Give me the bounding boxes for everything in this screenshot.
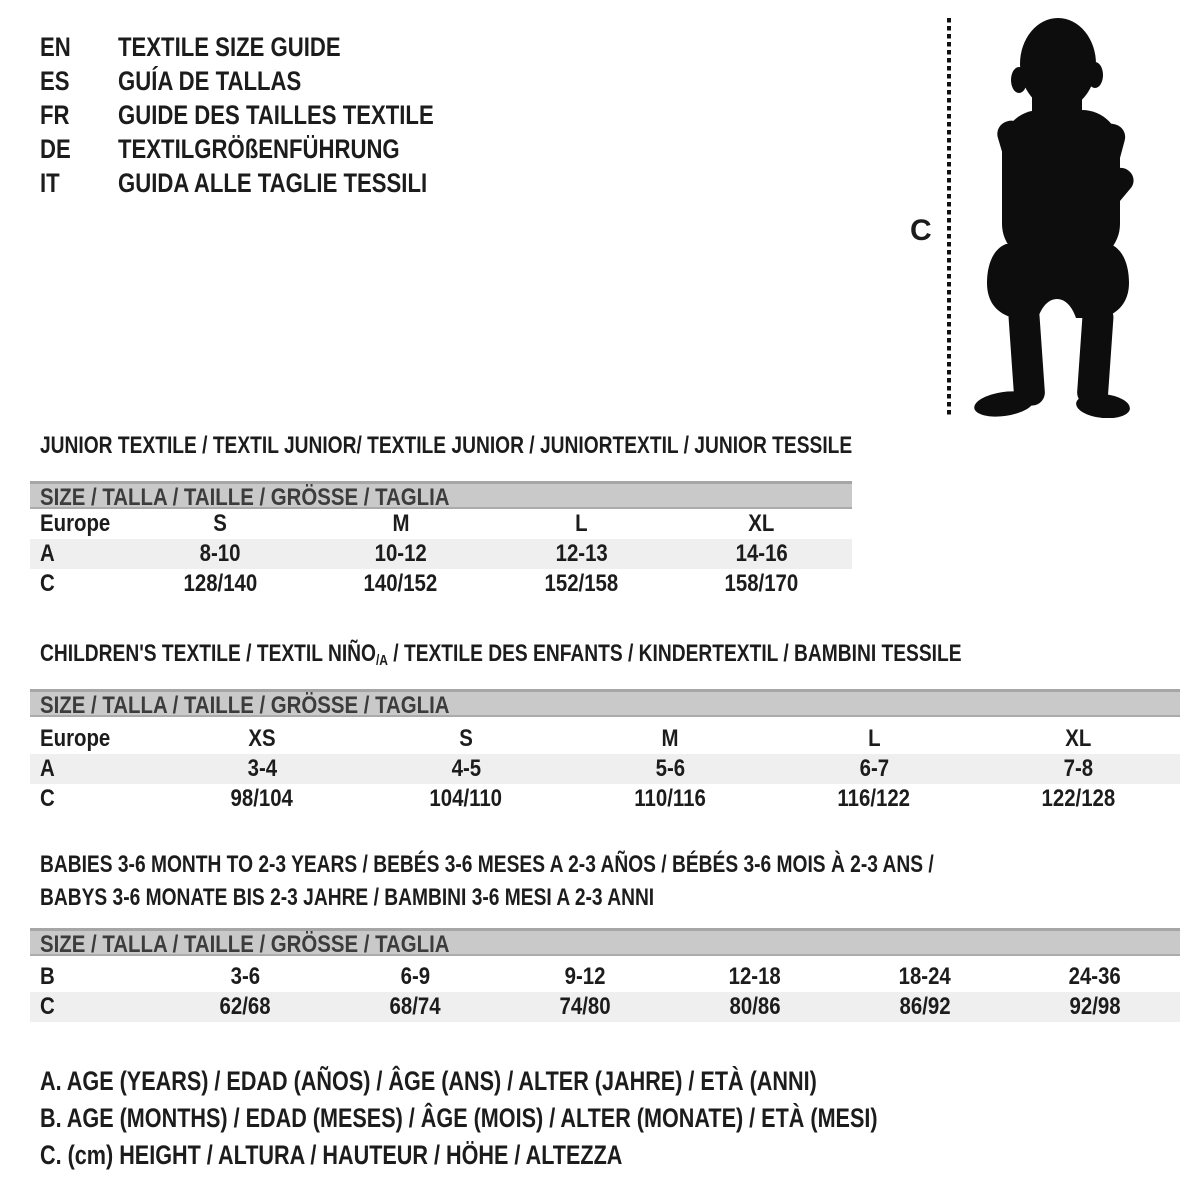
size-cell: S — [213, 510, 228, 537]
lang-code: DE — [40, 133, 71, 164]
height-cell: 104/110 — [429, 785, 503, 812]
height-cell: 110/116 — [634, 785, 706, 812]
height-measure-dashed-line — [947, 18, 951, 416]
height-cell: 62/68 — [219, 993, 271, 1020]
age-cell: 18-24 — [898, 963, 952, 990]
table-row — [30, 754, 1180, 784]
table-row — [30, 784, 1180, 814]
babies-size-table — [30, 962, 1180, 1022]
height-cell: 122/128 — [1041, 785, 1115, 812]
row-label: C — [40, 570, 55, 597]
lang-row-es — [40, 64, 503, 98]
size-cell: S — [459, 725, 473, 752]
age-cell: 9-12 — [564, 963, 606, 990]
height-cell: 86/92 — [899, 993, 951, 1020]
lang-row-it — [40, 166, 503, 200]
children-size-table — [30, 724, 1180, 814]
legend-line-c: C. (cm) HEIGHT / ALTURA / HAUTEUR / HÖHE / ALTEZZA — [40, 1140, 623, 1170]
height-cell: 152/158 — [544, 570, 619, 597]
height-cell: 74/80 — [559, 993, 611, 1020]
age-cell: 6-9 — [400, 963, 430, 990]
lang-code: FR — [40, 99, 70, 130]
table-row — [30, 724, 1180, 754]
children-size-header-bar — [30, 689, 1180, 717]
lang-code: ES — [40, 65, 70, 96]
size-header-text: SIZE / TALLA / TAILLE / GRÖSSE / TAGLIA — [40, 692, 450, 719]
age-cell: 4-5 — [451, 755, 481, 782]
toddler-silhouette-icon — [966, 16, 1136, 418]
babies-title-line2: BABYS 3-6 MONATE BIS 2-3 JAHRE / BAMBINI 3-6 MESI A 2-3 ANNI — [40, 884, 655, 911]
table-row — [30, 509, 852, 539]
babies-title-line1: BABIES 3-6 MONTH TO 2-3 YEARS / BEBÉS 3-6 MESES A 2-3 AÑOS / BÉBÉS 3-6 MOIS À 2-3 ANS / — [40, 851, 934, 878]
height-cell: 68/74 — [389, 993, 441, 1020]
height-cell: 80/86 — [729, 993, 781, 1020]
lang-title: GUIDA ALLE TAGLIE TESSILI — [118, 167, 428, 198]
table-row — [30, 962, 1180, 992]
lang-row-fr — [40, 98, 503, 132]
height-cell: 92/98 — [1069, 993, 1121, 1020]
lang-code: IT — [40, 167, 60, 198]
babies-size-header-bar — [30, 928, 1180, 956]
junior-section-title — [40, 434, 1055, 458]
age-cell: 12-18 — [728, 963, 782, 990]
age-cell: 7-8 — [1063, 755, 1093, 782]
row-label: A — [40, 755, 55, 782]
lang-row-de — [40, 132, 503, 166]
age-cell: 14-16 — [735, 540, 788, 567]
row-label: C — [40, 785, 55, 812]
row-label: Europe — [40, 510, 111, 537]
height-cell: 158/170 — [724, 570, 799, 597]
babies-section-title — [40, 848, 1157, 914]
size-cell: XS — [248, 725, 276, 752]
lang-title: TEXTILE SIZE GUIDE — [118, 31, 341, 62]
size-cell: XL — [748, 510, 775, 537]
size-header-text: SIZE / TALLA / TAILLE / GRÖSSE / TAGLIA — [40, 931, 450, 958]
row-label: B — [40, 963, 55, 990]
junior-title-text: JUNIOR TEXTILE / TEXTIL JUNIOR/ TEXTILE JUNIOR / JUNIORTEXTIL / JUNIOR TESSILE — [40, 432, 853, 459]
table-row — [30, 539, 852, 569]
age-cell: 10-12 — [374, 540, 427, 567]
height-cell: 98/104 — [230, 785, 294, 812]
lang-title: GUÍA DE TALLAS — [118, 65, 302, 96]
measure-c-label: C — [910, 214, 932, 247]
age-cell: 3-6 — [230, 963, 260, 990]
legend-line-a: A. AGE (YEARS) / EDAD (AÑOS) / ÂGE (ANS) / ALTER (JAHRE) / ETÀ (ANNI) — [40, 1066, 817, 1096]
age-cell: 5-6 — [655, 755, 685, 782]
children-section-title — [40, 642, 1192, 673]
children-title-text: CHILDREN'S TEXTILE / TEXTIL $NIÑO_{/A}$ / TEXTILE DES ENFANTS / KINDERTEXTIL / BAMBINI TESSILE — [40, 640, 962, 669]
measurement-legend — [40, 1063, 1087, 1174]
lang-row-en — [40, 30, 503, 64]
size-header-text: SIZE / TALLA / TAILLE / GRÖSSE / TAGLIA — [40, 484, 450, 511]
row-label: A — [40, 540, 55, 567]
age-cell: 12-13 — [555, 540, 608, 567]
age-cell: 3-4 — [247, 755, 277, 782]
size-cell: M — [392, 510, 410, 537]
height-cell: 116/122 — [837, 785, 911, 812]
lang-title: GUIDE DES TAILLES TEXTILE — [118, 99, 434, 130]
table-row — [30, 569, 852, 599]
junior-size-table — [30, 509, 852, 599]
age-cell: 6-7 — [859, 755, 889, 782]
age-cell: 8-10 — [199, 540, 241, 567]
junior-size-header-bar — [30, 481, 852, 509]
height-cell: 140/152 — [363, 570, 438, 597]
size-cell: L — [575, 510, 588, 537]
size-cell: M — [661, 725, 679, 752]
lang-title: TEXTILGRÖßENFÜHRUNG — [118, 133, 400, 164]
lang-code: EN — [40, 31, 71, 62]
legend-line-b: B. AGE (MONTHS) / EDAD (MESES) / ÂGE (MOIS) / ALTER (MONATE) / ETÀ (MESI) — [40, 1103, 878, 1133]
nino-a-subscript: /A — [375, 652, 388, 669]
size-cell: L — [867, 725, 881, 752]
language-title-list — [40, 30, 503, 200]
table-row — [30, 992, 1180, 1022]
row-label: C — [40, 993, 55, 1020]
size-cell: XL — [1064, 725, 1092, 752]
age-cell: 24-36 — [1068, 963, 1122, 990]
row-label: Europe — [40, 725, 111, 752]
height-cell: 128/140 — [183, 570, 258, 597]
